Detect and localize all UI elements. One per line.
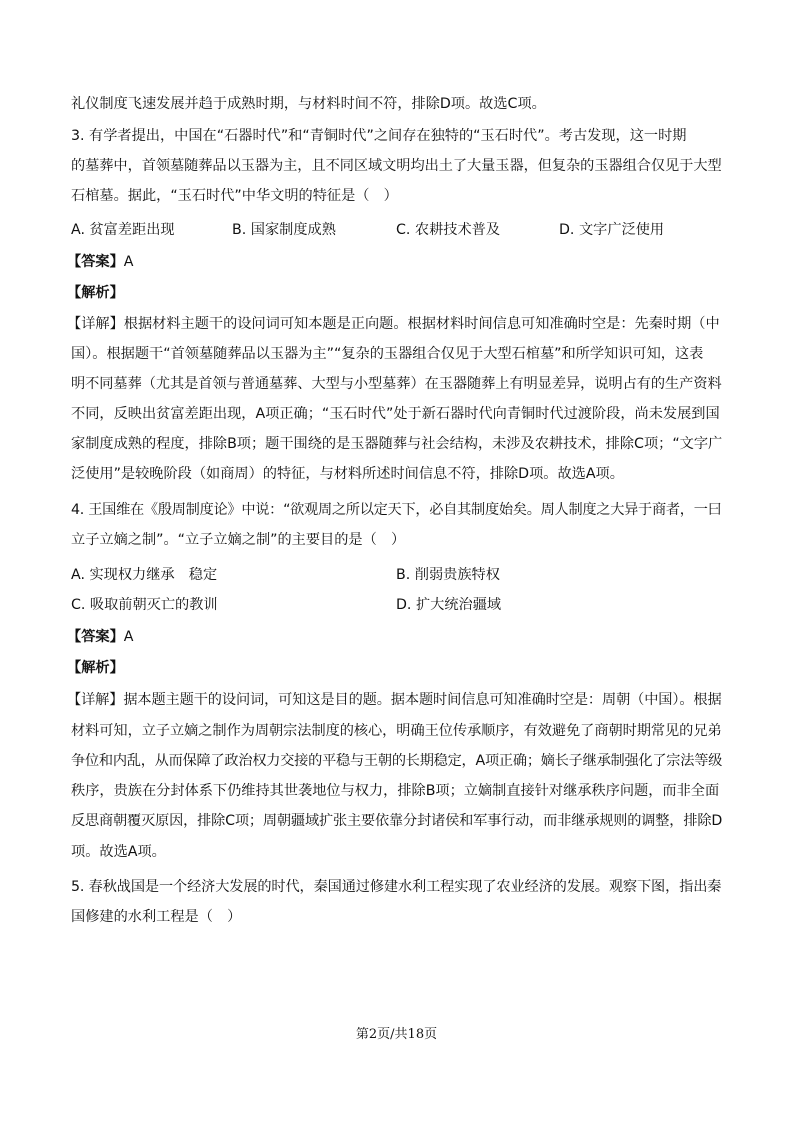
q3-option-b: B. 国家制度成熟 bbox=[232, 222, 336, 238]
q3-detail-line-3: 明不同墓葬（尤其是首领与普通墓葬、大型与小型墓葬）在玉器随葬上有明显差异，说明占有的生产资料 bbox=[71, 376, 722, 392]
q3-option-c: C. 农耕技术普及 bbox=[396, 222, 501, 238]
answer-value: A bbox=[123, 254, 134, 270]
answer-label: 【答案】 bbox=[67, 629, 124, 645]
q4-option-c: C. 吸取前朝灭亡的教训 bbox=[71, 597, 218, 613]
q4-detail-line-5: 反思商朝覆灭原因，排除C项；周朝疆域扩张主要依靠分封诸侯和军事行动，而非继承规则的调整，排除D bbox=[71, 813, 723, 829]
q3-answer bbox=[67, 252, 133, 272]
prev-answer-tail: 礼仪制度飞速发展并趋于成熟时期，与材料时间不符，排除D项。故选C项。 bbox=[71, 96, 546, 112]
q4-detail-line-4: 秩序，贵族在分封体系下仍维持其世袭地位与权力，排除B项；立嫡制直接针对继承秩序问题，而非全面 bbox=[71, 783, 720, 799]
q3-stem-line-1: 3. 有学者提出，中国在“石器时代”和“青铜时代”之间存在独特的“玉石时代”。考古发现，这一时期 bbox=[71, 128, 687, 144]
q5-stem-line-1: 5. 春秋战国是一个经济大发展的时代，秦国通过修建水利工程实现了农业经济的发展。观察下图，指出秦 bbox=[71, 879, 722, 895]
q3-detail-line-4: 不同，反映出贫富差距出现，A项正确；“玉石时代”处于新石器时代向青铜时代过渡阶段，尚未发展到国 bbox=[71, 406, 720, 422]
q3-detail-line-2: 国）。根据题干“首领墓随葬品以玉器为主”“复杂的玉器组合仅见于大型石棺墓”和所学知识可知，这表 bbox=[71, 346, 704, 362]
q4-stem-line-1: 4. 王国维在《殷周制度论》中说：“欲观周之所以定天下，必自其制度始矣。周人制度之大异于商者，一曰 bbox=[71, 502, 722, 518]
answer-label: 【答案】 bbox=[67, 254, 124, 270]
q3-detail-line-5: 家制度成熟的程度，排除B项；题干围绕的是玉器随葬与社会结构，未涉及农耕技术，排除C项；“文字广 bbox=[71, 436, 723, 452]
q3-detail-line-6: 泛使用”是较晚阶段（如商周）的特征，与材料所述时间信息不符，排除D项。故选A项。 bbox=[71, 466, 624, 482]
q4-detail-line-6: 项。故选A项。 bbox=[71, 844, 166, 860]
q3-option-d: D. 文字广泛使用 bbox=[559, 222, 665, 238]
q3-stem-line-2: 的墓葬中，首领墓随葬品以玉器为主，且不同区域文明均出土了大量玉器，但复杂的玉器组合仅见于大型 bbox=[71, 158, 722, 174]
q3-analysis-label: 【解析】 bbox=[67, 285, 124, 301]
page-number: 第2页/共18页 bbox=[355, 1027, 438, 1042]
q3-stem-line-3: 石棺墓。据此，“玉石时代”中华文明的特征是（ ） bbox=[71, 188, 398, 204]
q4-detail-line-2: 材料可知，立子立嫡之制作为周朝宗法制度的核心，明确王位传承顺序，有效避免了商朝时期常见的兄弟 bbox=[71, 723, 722, 739]
q3-detail-line-1: 【详解】根据材料主题干的设问词可知本题是正向题。根据材料时间信息可知准确时空是：先秦时期（中 bbox=[67, 316, 720, 332]
q4-option-a: A. 实现权力继承 稳定 bbox=[71, 567, 218, 583]
q4-detail-line-3: 争位和内乱，从而保障了政治权力交接的平稳与王朝的长期稳定，A项正确；嫡长子继承制强化了宗法等级 bbox=[71, 753, 723, 769]
q4-analysis-label: 【解析】 bbox=[67, 660, 124, 676]
q4-detail-line-1: 【详解】据本题主题干的设问词，可知这是目的题。据本题时间信息可知准确时空是：周朝（中国）。根据 bbox=[67, 692, 722, 708]
q4-stem-line-2: 立子立嫡之制”。“立子立嫡之制”的主要目的是（ ） bbox=[71, 532, 406, 548]
q5-stem-line-2: 国修建的水利工程是（ ） bbox=[71, 909, 242, 925]
q4-option-d: D. 扩大统治疆域 bbox=[396, 597, 502, 613]
q4-option-b: B. 削弱贵族特权 bbox=[396, 567, 500, 583]
q4-answer bbox=[67, 627, 133, 647]
answer-value: A bbox=[123, 629, 134, 645]
q3-option-a: A. 贫富差距出现 bbox=[71, 222, 175, 238]
